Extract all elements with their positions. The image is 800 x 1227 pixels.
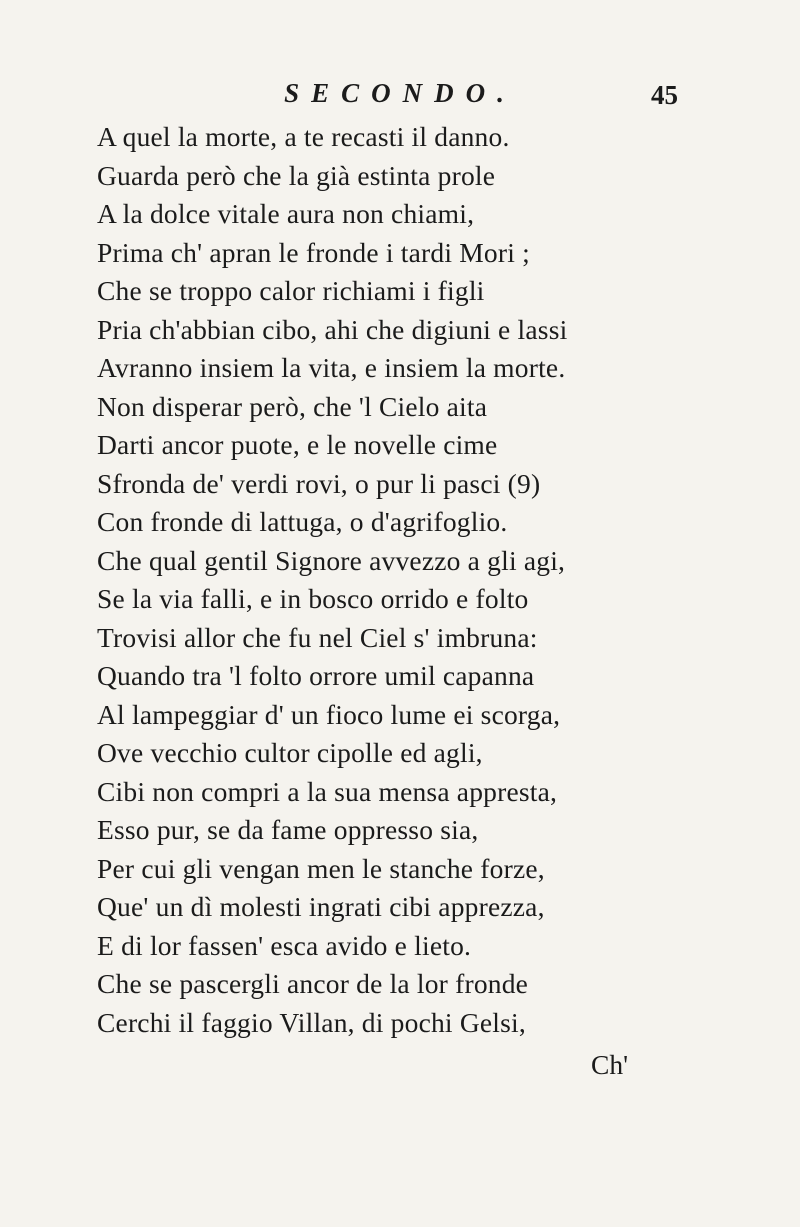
verse-line: Quando tra 'l folto orrore umil capanna — [97, 660, 535, 691]
verse-line: Que' un dì molesti ingrati cibi apprezza, — [97, 891, 545, 922]
verse-line: Se la via falli, e in bosco orrido e folto — [97, 583, 529, 614]
verse-line: Prima ch' apran le fronde i tardi Mori ; — [97, 236, 530, 268]
verse-line: Che se troppo calor richiami i figli — [97, 275, 485, 306]
verse-line: Per cui gli vengan men le stanche forze, — [97, 852, 545, 884]
verse-line: Darti ancor puote, e le novelle cime — [97, 429, 498, 460]
verse-line: Che qual gentil Signore avvezzo a gli agi, — [97, 544, 566, 576]
verse-line: A la dolce vitale aura non chiami, — [97, 198, 475, 229]
verse-line: Sfronda de' verdi rovi, o pur li pasci (9) — [97, 467, 541, 499]
catchword: Ch' — [591, 1049, 629, 1080]
verse-line: Con fronde di lattuga, o d'agrifoglio. — [97, 506, 508, 537]
verse-line: Pria ch'abbian cibo, ahi che digiuni e lassi — [97, 313, 568, 345]
running-head-title: SECONDO. — [284, 78, 516, 108]
verse-line: Avranno insiem la vita, e insiem la morte. — [97, 352, 566, 383]
verse-line: Trovisi allor che fu nel Ciel s' imbruna: — [97, 621, 538, 653]
page-number: 45 — [651, 80, 678, 110]
verse-line: Che se pascergli ancor de la lor fronde — [97, 968, 529, 999]
verse-line: Guarda però che la già estinta prole — [97, 159, 496, 191]
verse-line: Cerchi il faggio Villan, di pochi Gelsi, — [97, 1006, 526, 1038]
verse-line: A quel la morte, a te recasti il danno. — [97, 121, 510, 152]
verse-line: Non disperar però, che 'l Cielo aita — [97, 390, 488, 422]
verse-line: E di lor fassen' esca avido e lieto. — [97, 929, 472, 961]
verse-line: Ove vecchio cultor cipolle ed agli, — [97, 737, 483, 768]
verse-line: Esso pur, se da fame oppresso sia, — [97, 814, 479, 845]
verse-line: Cibi non compri a la sua mensa appresta, — [97, 775, 558, 807]
verse-line: Al lampeggiar d' un fioco lume ei scorga, — [97, 698, 561, 730]
